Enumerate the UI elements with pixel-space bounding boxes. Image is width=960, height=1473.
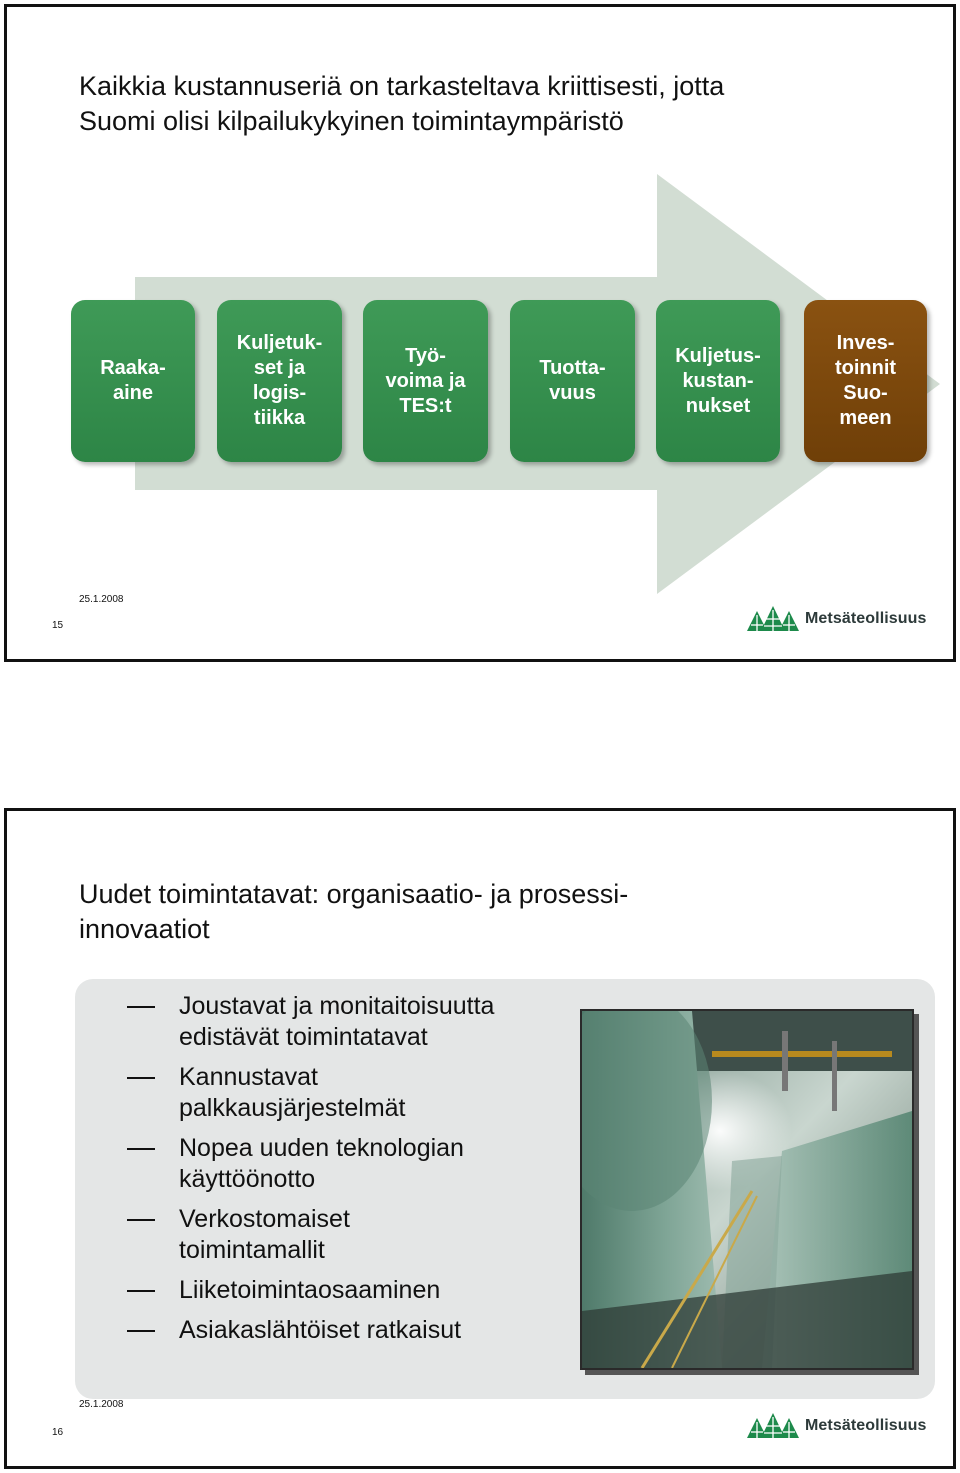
list-item [127, 991, 557, 1053]
step-box-investments [804, 300, 927, 462]
step-box-label: Kuljetus- kustan- nukset [675, 344, 761, 417]
slide-title [79, 877, 939, 947]
slide-date: 25.1.2008 [79, 1399, 124, 1410]
slide-title-line1: Uudet toimintatavat: organisaatio- ja prosessi- [79, 879, 629, 909]
dash-bullet-icon [127, 1148, 155, 1150]
list-item [127, 1275, 557, 1306]
list-item [127, 1062, 557, 1124]
dash-bullet-icon [127, 1077, 155, 1079]
list-item [127, 1133, 557, 1195]
page-number: 16 [52, 1427, 64, 1438]
list-item-text: Verkostomaiset toimintamallit [179, 1205, 350, 1264]
bullet-list [127, 991, 557, 1355]
list-item-text: Liiketoimintaosaaminen [179, 1276, 441, 1304]
step-box-label: Työ- voima ja TES:t [385, 344, 466, 417]
dash-bullet-icon [127, 1290, 155, 1292]
step-box-label: Inves- toinnit Suo- meen [834, 332, 897, 429]
paper-mill-image [582, 1011, 912, 1368]
dash-bullet-icon [127, 1330, 155, 1332]
slide-date: 25.1.2008 [79, 594, 124, 605]
dash-bullet-icon [127, 1006, 155, 1008]
list-item-text: Asiakaslähtöiset ratkaisut [179, 1316, 462, 1344]
slide-16 [4, 808, 956, 1469]
slide-15 [4, 4, 956, 662]
step-box-label: Tuotta- vuus [539, 357, 606, 404]
slide-title-line1: Kaikkia kustannuseriä on tarkasteltava kriittisesti, jotta [79, 71, 725, 101]
list-item [127, 1204, 557, 1266]
list-item-text: Joustavat ja monitaitoisuutta edistävät toimintatavat [179, 992, 495, 1051]
slide-title [79, 69, 939, 139]
dash-bullet-icon [127, 1219, 155, 1221]
logo-wordmark: Metsäteollisuus [805, 610, 927, 627]
logo-wordmark: Metsäteollisuus [805, 1417, 927, 1434]
step-box-transport-logistics [217, 300, 342, 462]
step-box-label: Kuljetuk- set ja logis- tiikka [236, 332, 323, 429]
step-box-labour [363, 300, 488, 462]
tree-logo-icon [745, 605, 801, 633]
company-logo [745, 605, 927, 633]
paper-rolls-photo [580, 1009, 914, 1370]
step-box-productivity [510, 300, 635, 462]
step-box-transport-costs [656, 300, 780, 462]
slide-title-line2: Suomi olisi kilpailukykyinen toimintaympäristö [79, 106, 624, 136]
list-item-text: Nopea uuden teknologian käyttöönotto [179, 1134, 464, 1193]
slide-title-line2: innovaatiot [79, 914, 210, 944]
step-box-label: Raaka- aine [100, 357, 166, 404]
tree-logo-icon [745, 1412, 801, 1440]
list-item-text: Kannustavat palkkausjärjestelmät [179, 1063, 406, 1122]
company-logo [745, 1412, 927, 1440]
step-box-raw-material [71, 300, 195, 462]
page-number: 15 [52, 620, 64, 631]
list-item [127, 1315, 557, 1346]
